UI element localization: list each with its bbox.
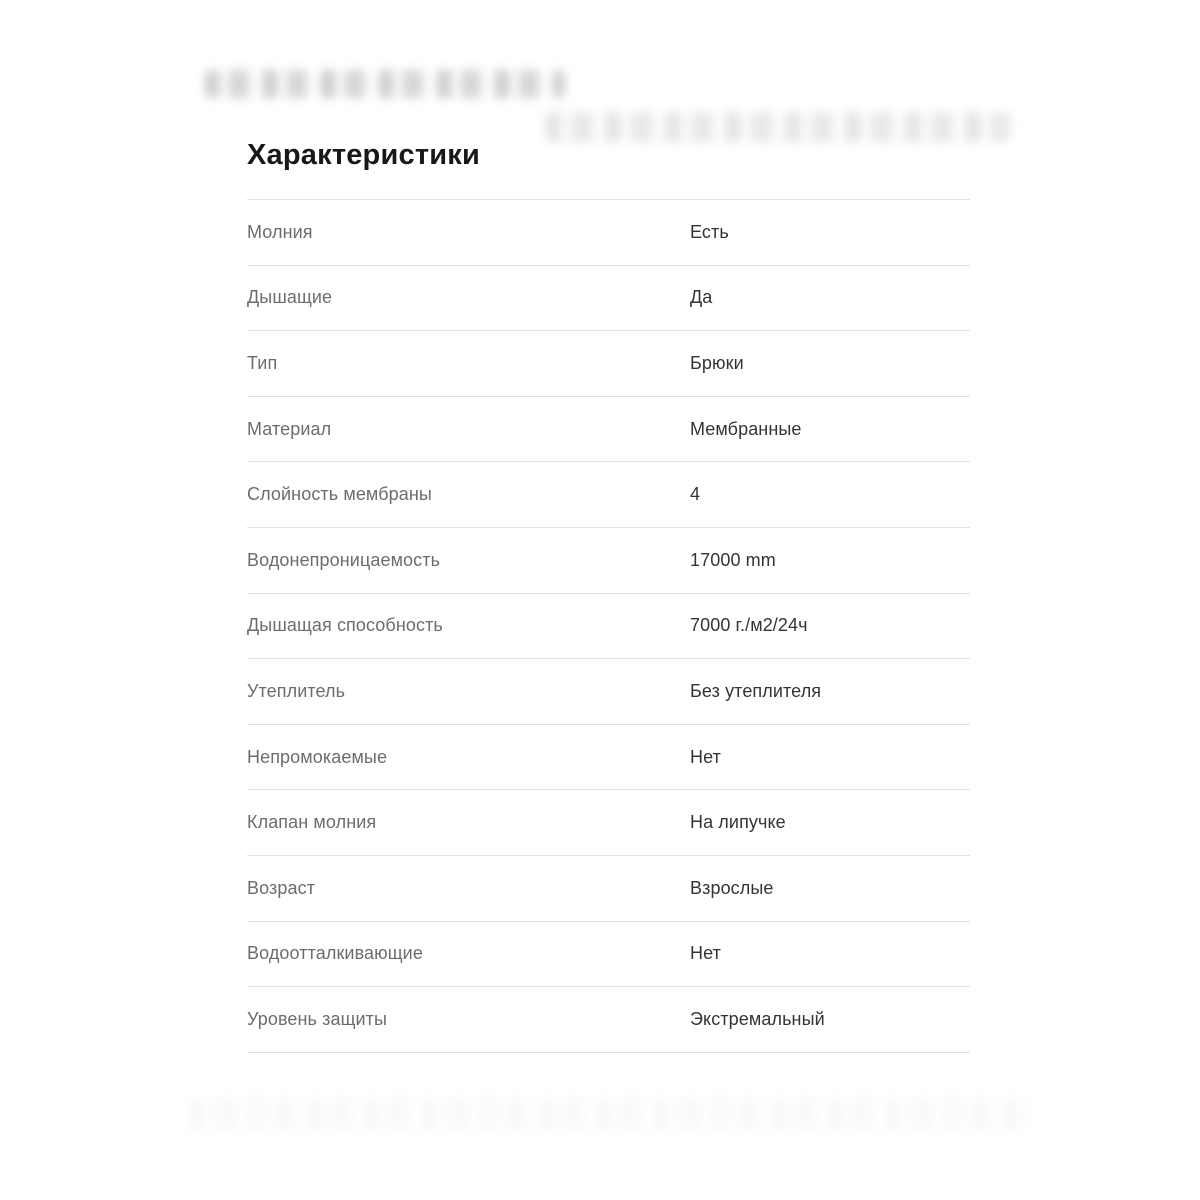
spec-value: Экстремальный xyxy=(690,1008,825,1029)
spec-label: Дышащие xyxy=(247,287,333,308)
table-row xyxy=(247,725,970,791)
spec-value: Есть xyxy=(690,221,729,242)
spec-label: Водоотталкивающие xyxy=(247,943,423,964)
table-row xyxy=(247,528,970,594)
spec-value: Без утеплителя xyxy=(690,680,822,701)
spec-label: Непромокаемые xyxy=(247,746,388,767)
spec-value: 7000 г./м2/24ч xyxy=(690,615,808,636)
table-row xyxy=(247,987,970,1053)
spec-value: Взрослые xyxy=(690,877,774,898)
spec-label: Слойность мембраны xyxy=(247,484,432,505)
table-row xyxy=(247,659,970,725)
spec-label: Дышащая способность xyxy=(247,615,443,636)
spec-value: Мембранные xyxy=(690,418,802,439)
spec-label: Возраст xyxy=(247,877,316,898)
spec-value: Нет xyxy=(690,746,721,767)
spec-value: Брюки xyxy=(690,352,744,373)
spec-label: Водонепроницаемость xyxy=(247,549,441,570)
spec-label: Утеплитель xyxy=(247,680,346,701)
table-row xyxy=(247,922,970,988)
table-row xyxy=(247,790,970,856)
table-row xyxy=(247,397,970,463)
table-row xyxy=(247,594,970,660)
blurred-ghost-text-bottom xyxy=(190,1098,1030,1132)
table-row xyxy=(247,200,970,266)
spec-value: Нет xyxy=(690,943,721,964)
spec-value: 17000 mm xyxy=(690,549,776,570)
spec-label: Клапан молния xyxy=(247,812,377,833)
specs-section xyxy=(247,0,970,1053)
spec-label: Тип xyxy=(247,352,278,373)
table-row xyxy=(247,331,970,397)
table-row xyxy=(247,462,970,528)
table-row xyxy=(247,266,970,332)
spec-value: На липучке xyxy=(690,812,786,833)
spec-value: 4 xyxy=(690,484,701,505)
spec-label: Уровень защиты xyxy=(247,1008,388,1029)
spec-label: Молния xyxy=(247,221,313,242)
table-row xyxy=(247,856,970,922)
spec-table xyxy=(247,199,970,1053)
spec-label: Материал xyxy=(247,418,332,439)
spec-value: Да xyxy=(690,287,713,308)
section-title: Характеристики xyxy=(247,139,481,171)
